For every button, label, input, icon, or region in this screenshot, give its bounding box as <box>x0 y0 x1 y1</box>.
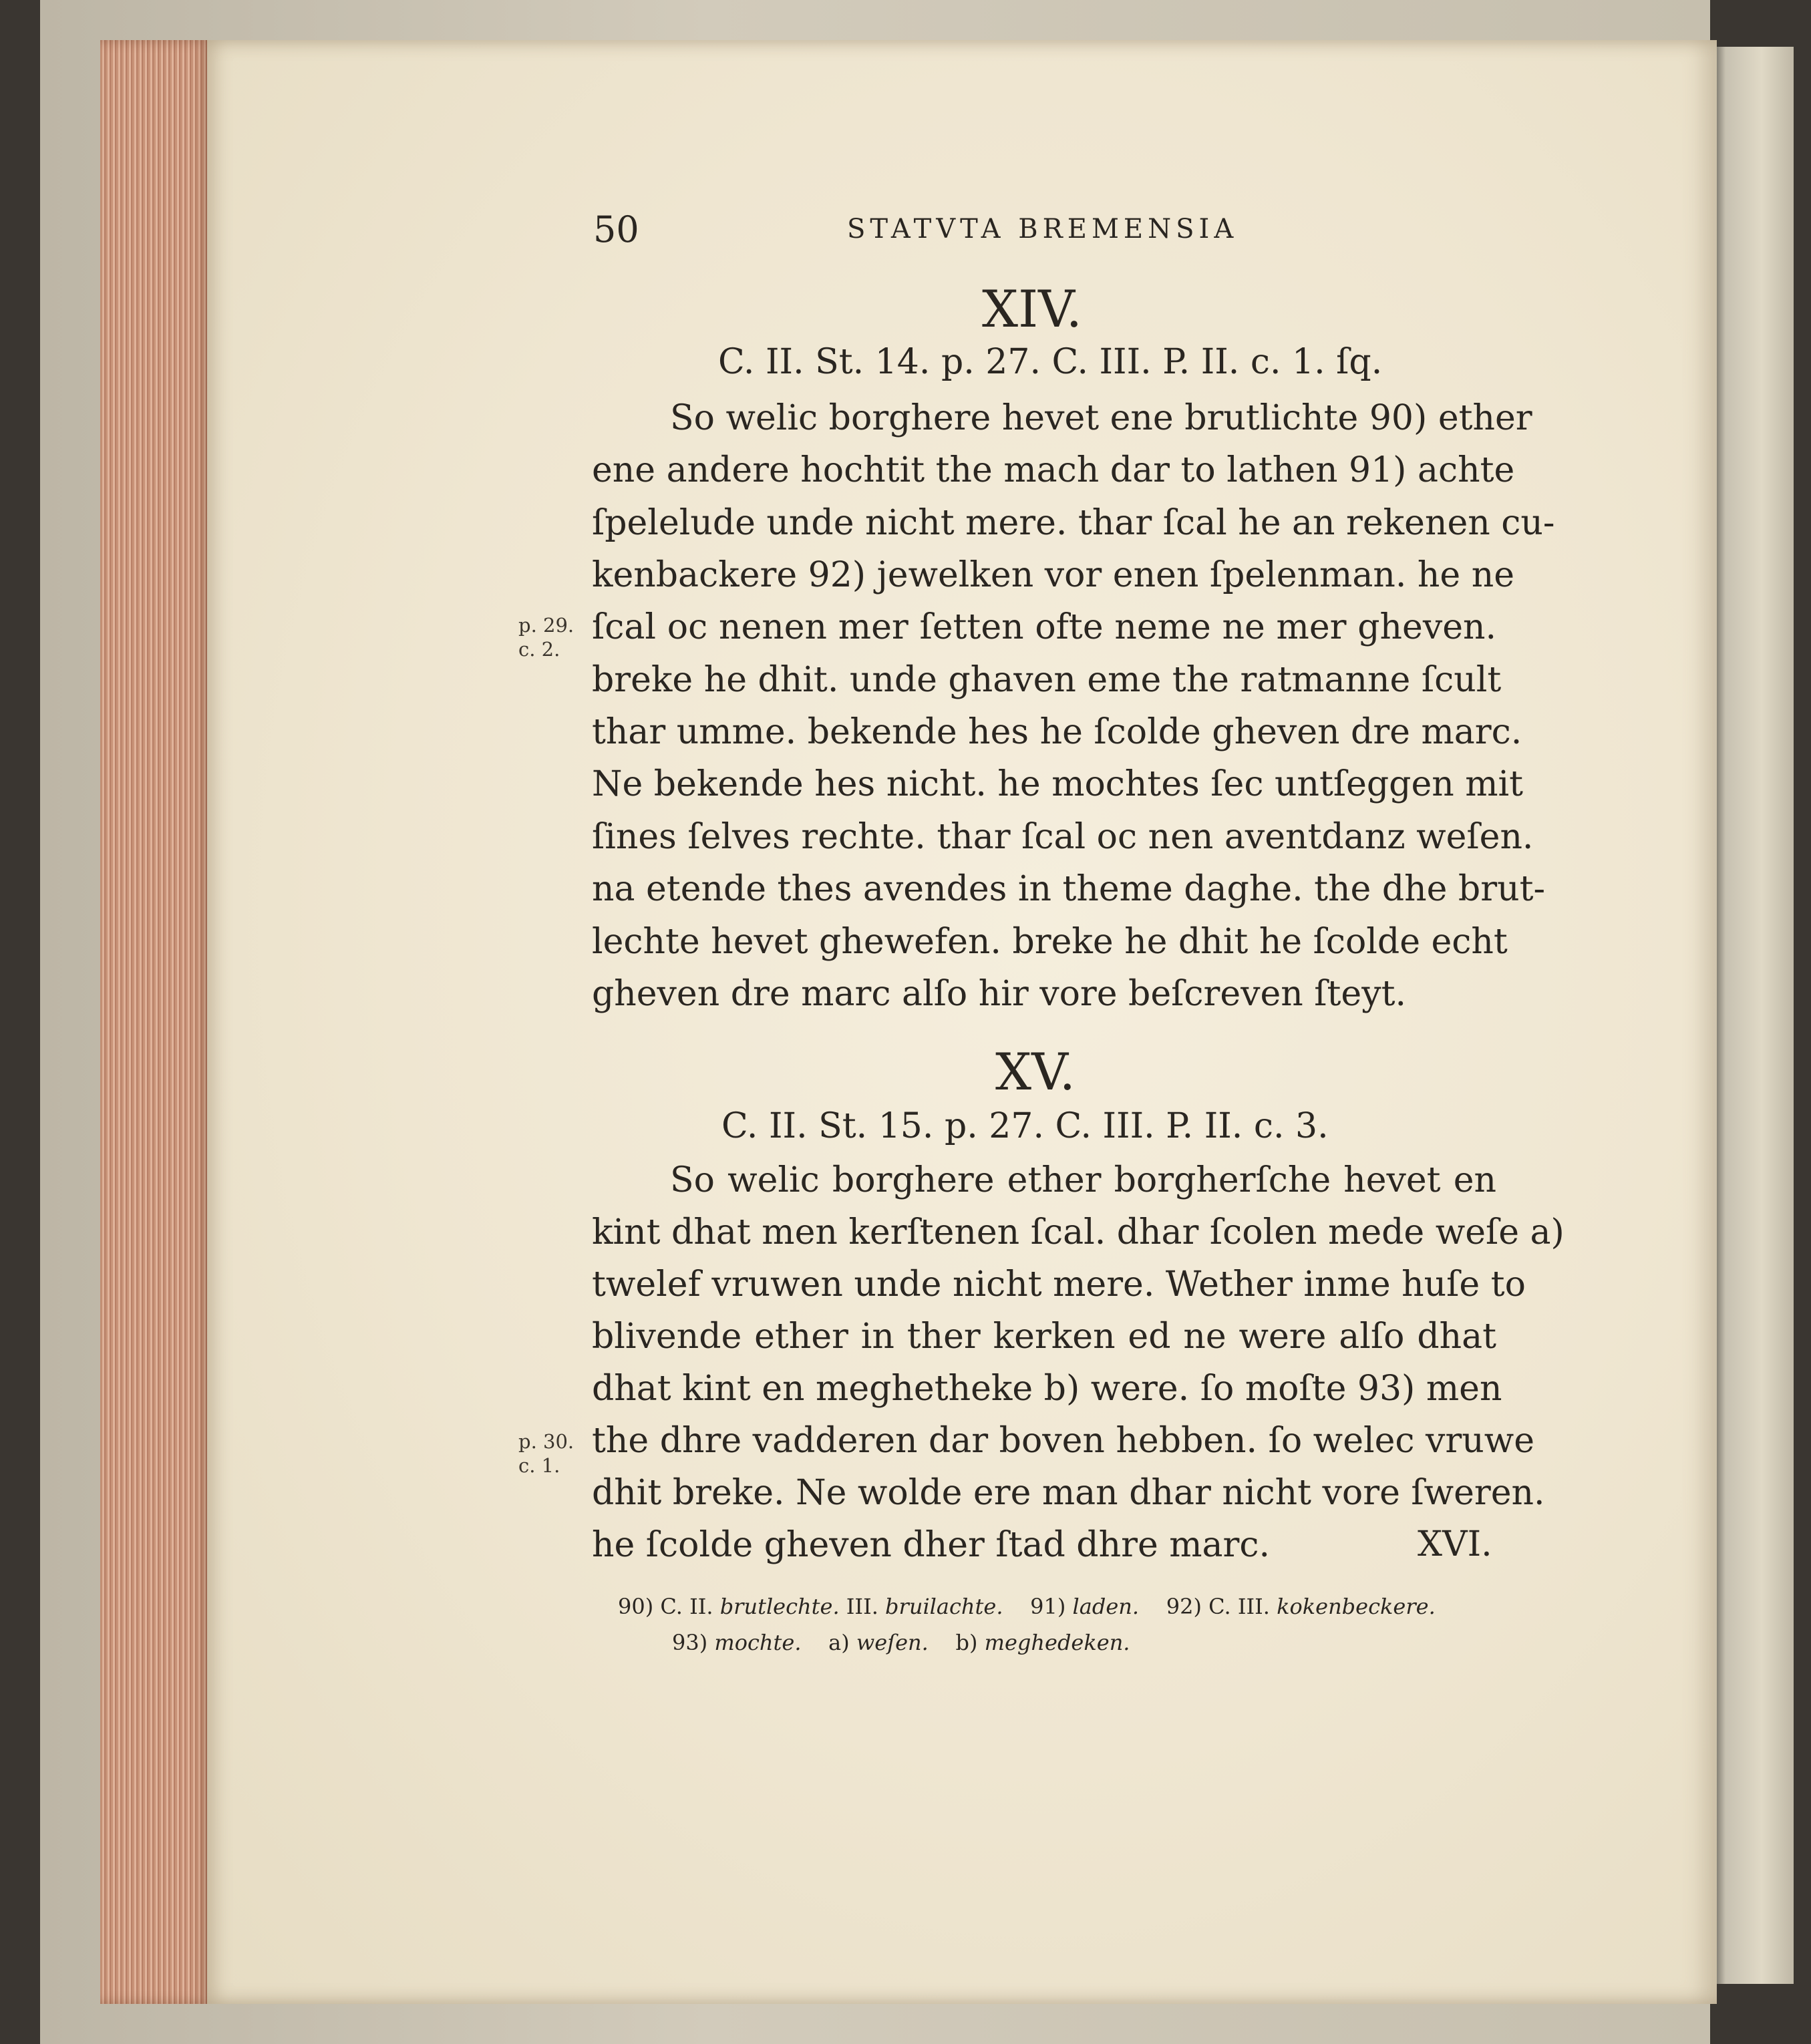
text-line: twelef vruwen unde nicht mere. Wether inme huſe to <box>592 1264 1526 1305</box>
text-line: ene andere hochtit the mach dar to lathen 91) achte <box>592 450 1515 490</box>
section-xiv-reference: C. II. St. 14. p. 27. C. III. P. II. c. 1. ſq. <box>718 342 1383 382</box>
text-line: blivende ether in ther kerken ed ne were alſo dhat <box>592 1317 1496 1357</box>
section-xiv-heading: XIV. <box>982 279 1082 339</box>
page-number: 50 <box>593 208 639 250</box>
text-line: na etende thes avendes in theme daghe. the dhe brut- <box>592 869 1546 909</box>
section-xv-heading: XV. <box>995 1042 1076 1101</box>
text-line: kenbackere 92) jewelken vor enen ſpelenman. he ne <box>592 555 1514 595</box>
text-line: ſcal oc nenen mer ſetten ofte neme ne mer gheven. <box>592 607 1496 647</box>
text-line: So welic borghere ether borgherſche hevet en <box>670 1160 1496 1200</box>
text-line: the dhre vadderen dar boven hebben. ſo welec vruwe <box>592 1421 1535 1461</box>
text-line: dhat kint en meghetheke b) were. ſo moſte 93) men <box>592 1369 1502 1409</box>
running-title: STATVTA BREMENSIA <box>847 214 1239 244</box>
text-line: lechte hevet ghewefen. breke he dhit he ſcolde echt <box>592 922 1508 962</box>
margin-note-xiv: p. 29. c. 2. <box>518 614 574 661</box>
text-line: Ne bekende hes nicht. he mochtes ſec untſeggen mit <box>592 764 1524 804</box>
text-line: kint dhat men kerſtenen ſcal. dhar ſcolen mede weſe a) <box>592 1212 1565 1252</box>
text-line: So welic borghere hevet ene brutlichte 90) ether <box>670 398 1532 438</box>
text-line: breke he dhit. unde ghaven eme the ratmanne ſcult <box>592 660 1502 700</box>
text-line: he ſcolde gheven dher ſtad dhre marc. <box>592 1525 1271 1565</box>
text-line: thar umme. bekende hes he ſcolde gheven dre marc. <box>592 712 1522 752</box>
footnote-line-1: 90) C. II. brutlechte. III. bruilachte. 91) laden. 92) C. III. kokenbeckere. <box>618 1594 1436 1619</box>
margin-note-xv: p. 30. c. 1. <box>518 1430 574 1477</box>
text-line: gheven dre marc alſo hir vore beſcreven ſteyt. <box>592 974 1407 1014</box>
catchword: XVI. <box>1418 1524 1492 1564</box>
red-page-edges <box>100 40 210 2004</box>
section-xv-reference: C. II. St. 15. p. 27. C. III. P. II. c. 3. <box>721 1106 1329 1146</box>
footnote-line-2: 93) mochte. a) weſen. b) meghedeken. <box>672 1630 1130 1655</box>
text-line: dhit breke. Ne wolde ere man dhar nicht vore ſweren. <box>592 1473 1545 1513</box>
text-line: ſines ſelves rechte. thar ſcal oc nen aventdanz weſen. <box>592 817 1534 857</box>
text-line: ſpelelude unde nicht mere. thar ſcal he an rekenen cu- <box>592 503 1555 543</box>
